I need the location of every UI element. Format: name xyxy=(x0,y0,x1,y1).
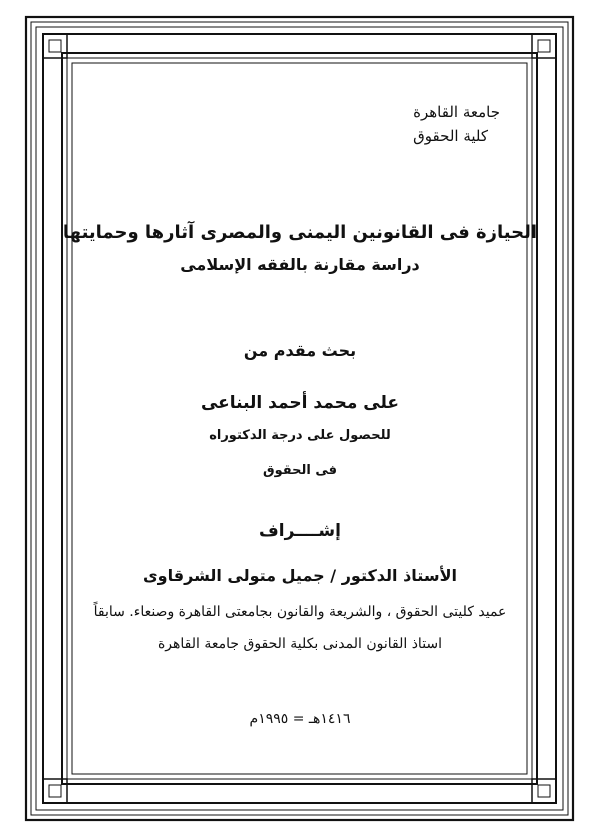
supervisor-name: الأستاذ الدكتور / جميل متولى الشرقاوى xyxy=(143,566,457,585)
date-line: ١٤١٦هـ = ١٩٩٥م xyxy=(249,711,351,727)
faculty-name: كلية الحقوق xyxy=(413,127,488,145)
thesis-subtitle: دراسة مقارنة بالفقه الإسلامى xyxy=(180,255,420,274)
supervisor-description-1: عميد كليتى الحقوق ، والشريعة والقانون بجامعتى القاهرة وصنعاء. سابقاً xyxy=(93,604,507,620)
supervision-heading: إشــــراف xyxy=(259,521,341,541)
supervisor-description-2: استاذ القانون المدنى بكلية الحقوق جامعة القاهرة xyxy=(157,636,443,652)
university-name: جامعة القاهرة xyxy=(413,103,500,121)
degree-line: للحصول على درجة الدكتوراه xyxy=(209,428,391,443)
field-line: فى الحقوق xyxy=(262,463,338,478)
presented-by-label: بحث مقدم من xyxy=(243,341,357,360)
author-name: على محمد أحمد البناعى xyxy=(200,393,400,413)
thesis-title: الحيازة فى القانونين اليمنى والمصرى آثارها وحمايتها xyxy=(62,222,538,243)
